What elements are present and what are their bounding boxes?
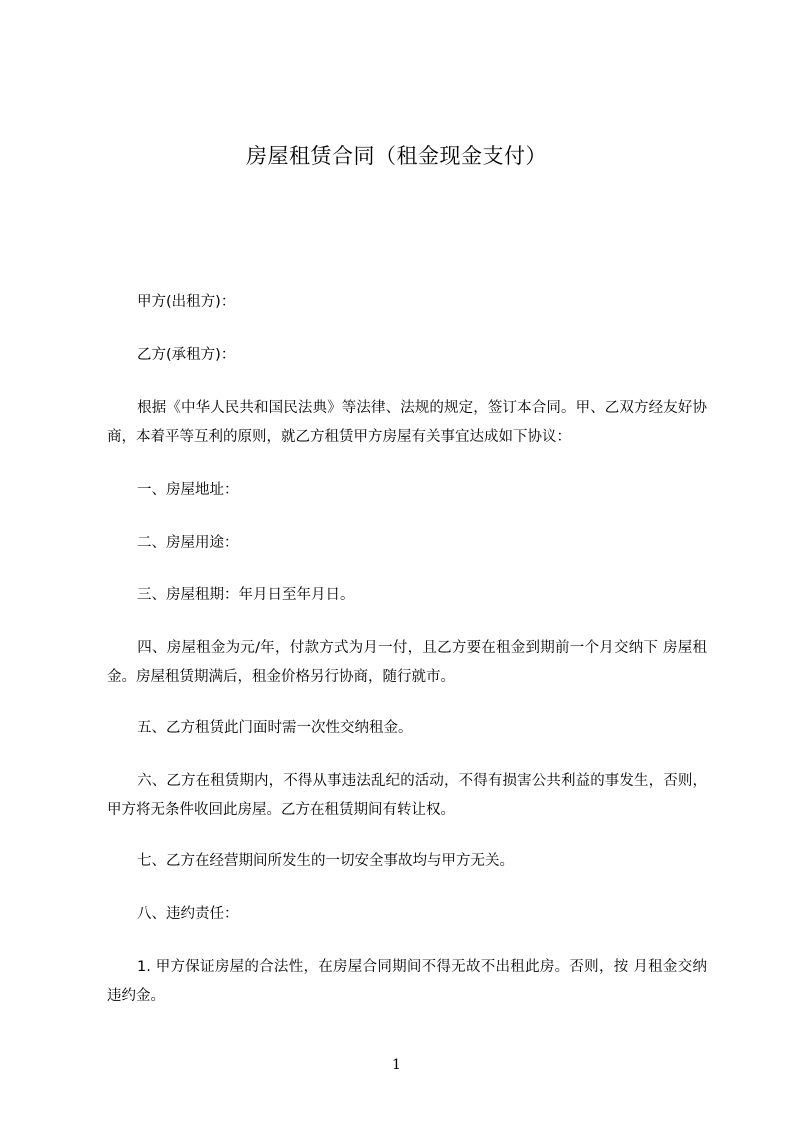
clause-7 <box>107 847 707 876</box>
clause-8 <box>107 900 707 929</box>
preamble-paragraph <box>107 394 707 452</box>
clause-3 <box>107 581 707 610</box>
clause-8-text: 八、违约责任： <box>137 906 239 922</box>
party-b-line <box>107 341 707 370</box>
party-b-text: 乙方(承租方)： <box>137 347 236 363</box>
clause-2 <box>107 529 707 558</box>
clause-2-text: 二、房屋用途： <box>137 535 239 551</box>
clause-5 <box>107 714 707 743</box>
clause-6 <box>107 767 707 825</box>
clause-5-text: 五、乙方租赁此门面时需一次性交纳租金。 <box>137 720 413 736</box>
party-a-line <box>107 288 707 317</box>
page-number: 1 <box>392 1057 401 1073</box>
clause-1-text: 一、房屋地址： <box>137 482 239 498</box>
clause-1 <box>107 476 707 505</box>
clause-8-item-1-text: 1. 甲方保证房屋的合法性，在房屋合同期间不得无故不出租此房。否则，按 月租金交纳违约金。 <box>107 959 707 1004</box>
clause-4-text: 四、房屋租金为元/年，付款方式为月一付，且乙方要在租金到期前一个月交纳下 房屋租金。房屋租赁期满后，租金价格另行协商，随行就市。 <box>107 640 707 685</box>
document-title: 房屋租赁合同（租金现金支付） <box>246 144 547 168</box>
party-a-text: 甲方(出租方)： <box>137 294 236 310</box>
clause-4 <box>107 634 707 692</box>
clause-3-text: 三、房屋租期：年月日至年月日。 <box>137 587 355 603</box>
clause-7-text: 七、乙方在经营期间所发生的一切安全事故均与甲方无关。 <box>137 853 514 869</box>
clause-6-text: 六、乙方在租赁期内，不得从事违法乱纪的活动，不得有损害公共利益的事发生，否则，甲方将无条件收回此房屋。乙方在租赁期间有转让权。 <box>107 773 707 818</box>
clause-8-item-1 <box>107 953 707 1011</box>
preamble-text: 根据《中华人民共和国民法典》等法律、法规的规定，签订本合同。甲、乙双方经友好协商，本着平等互利的原则，就乙方租赁甲方房屋有关事宜达成如下协议： <box>107 400 707 445</box>
